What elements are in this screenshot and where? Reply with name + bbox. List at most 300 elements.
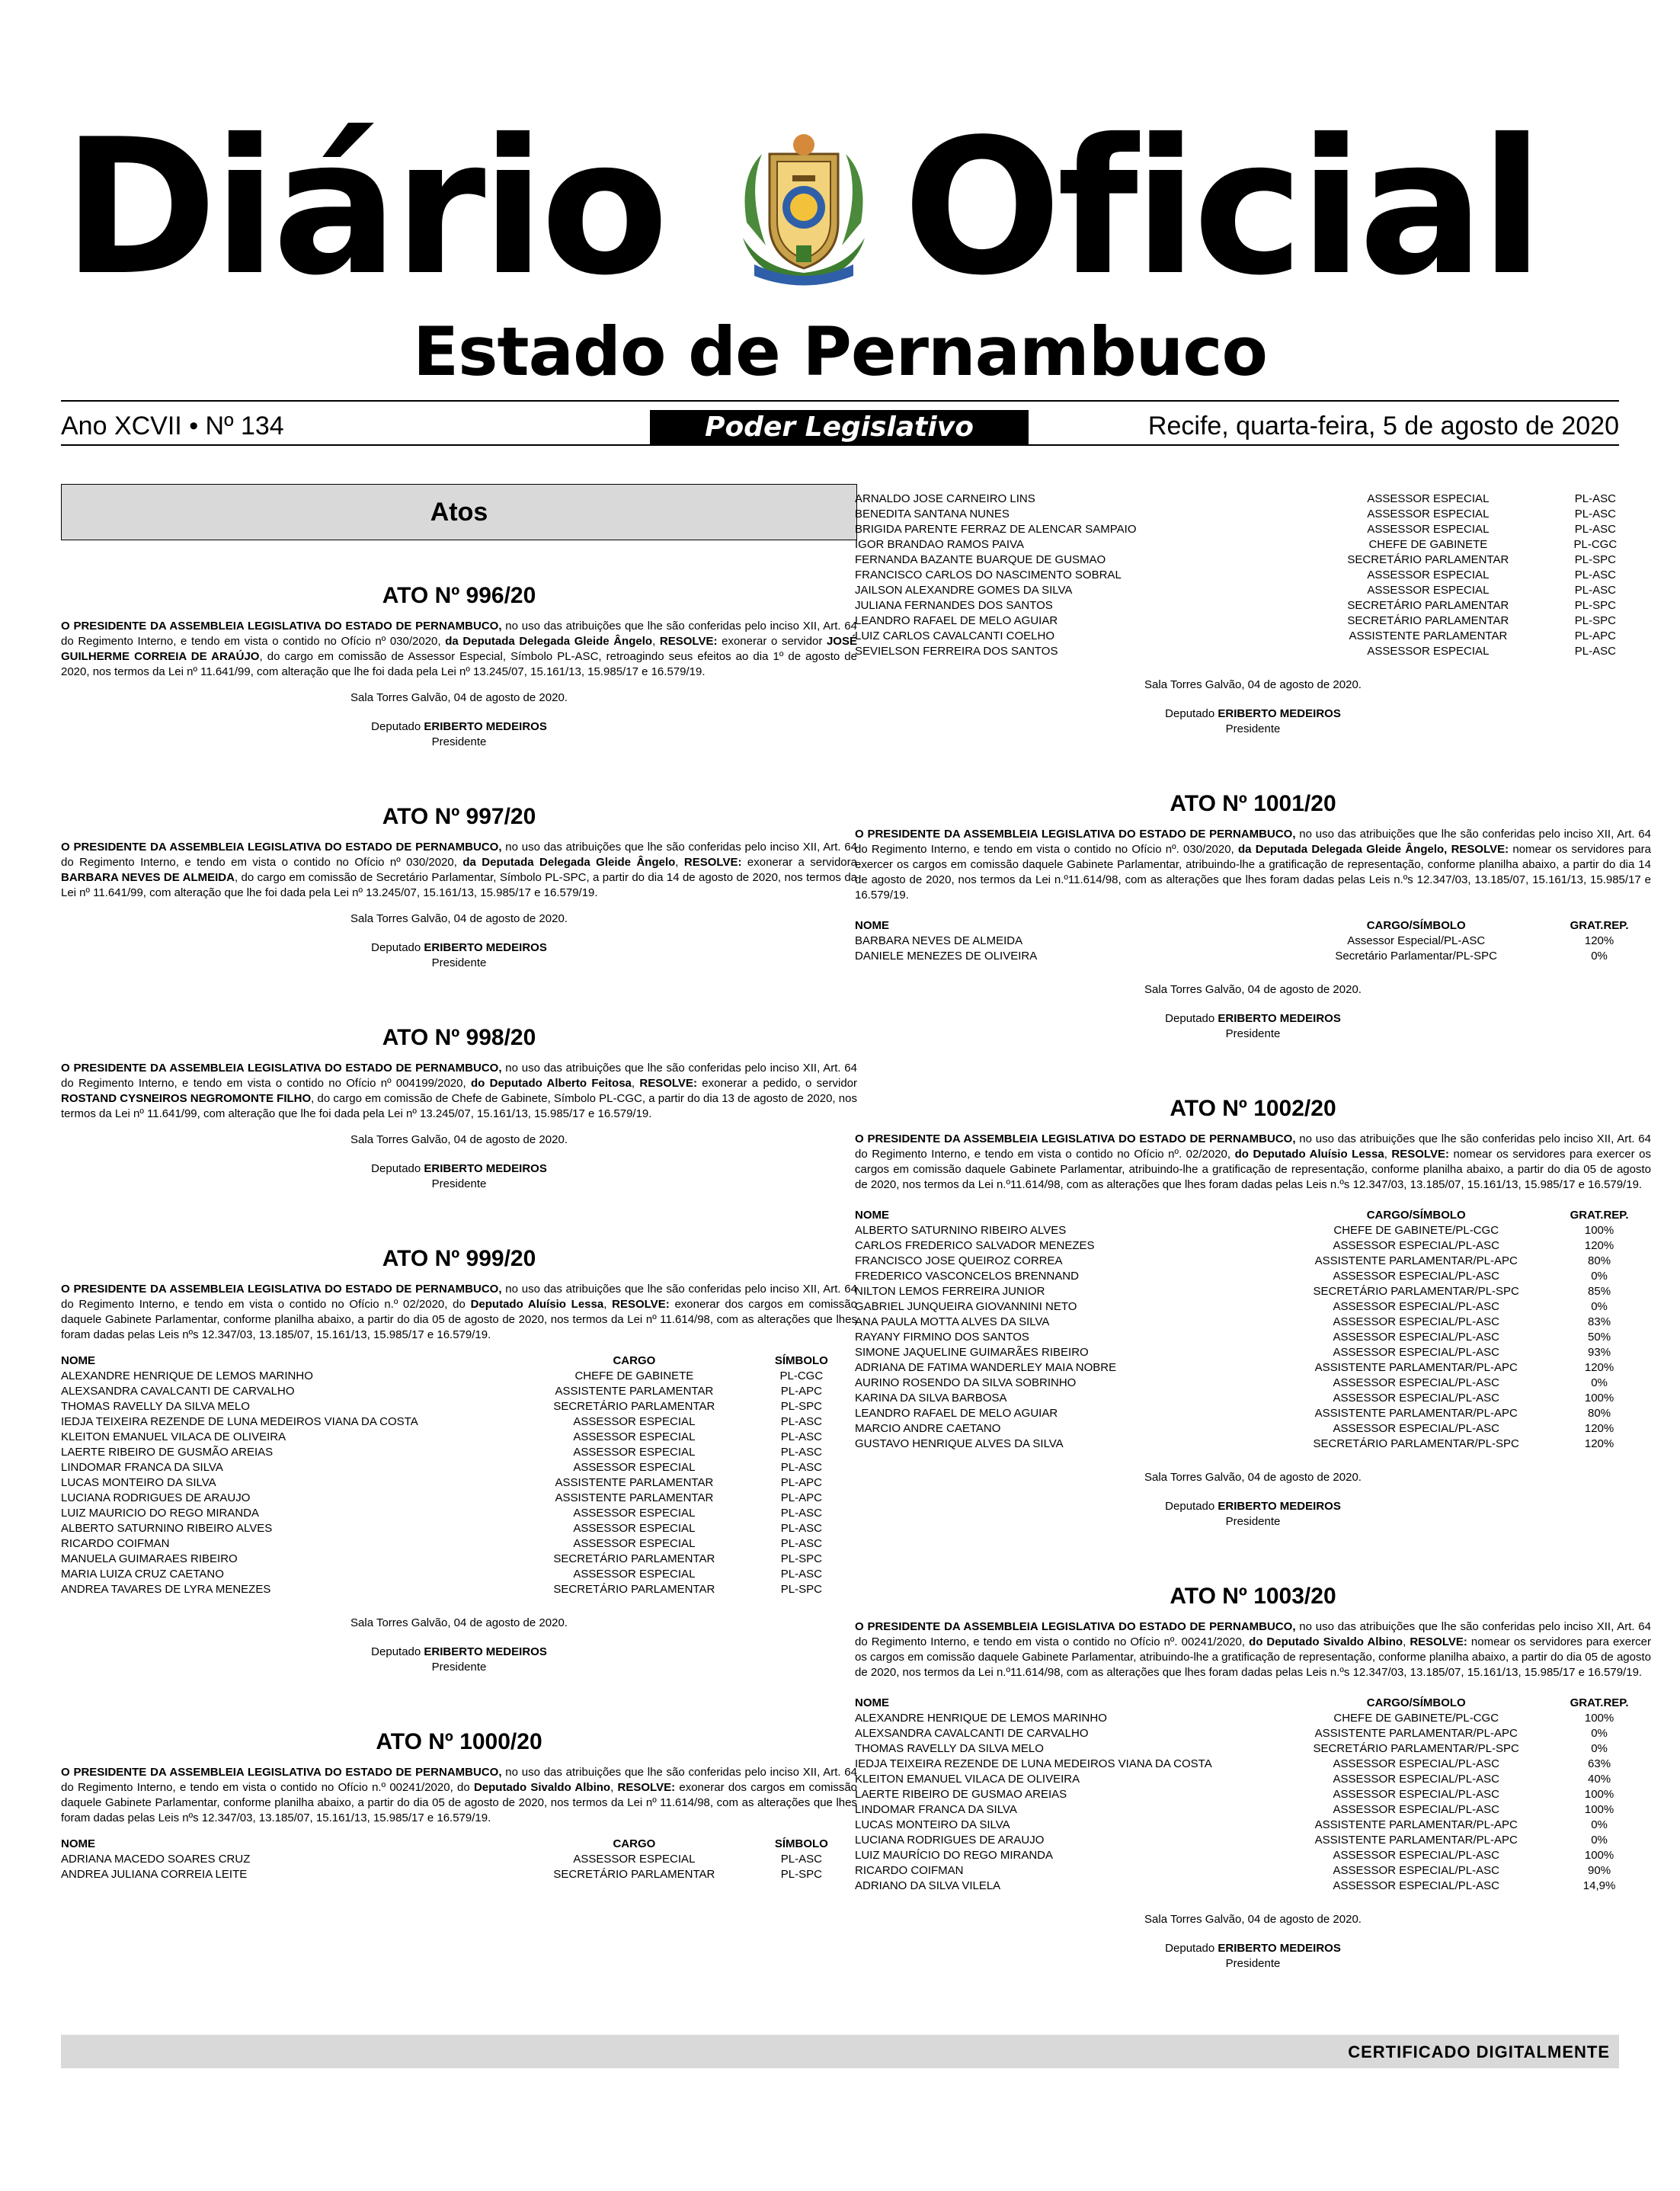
cell-cargo: CHEFE DE GABINETE/PL-CGC xyxy=(1333,1712,1499,1725)
cell-name: FREDERICO VASCONCELOS BRENNAND xyxy=(855,1270,1079,1283)
cell-name: BARBARA NEVES DE ALMEIDA xyxy=(855,934,1023,947)
place-date: Sala Torres Galvão, 04 de agosto de 2020. xyxy=(350,691,568,704)
cell-value: 100% xyxy=(1584,1224,1614,1237)
cell-value: PL-ASC xyxy=(780,1537,822,1550)
cell-name: BENEDITA SANTANA NUNES xyxy=(855,508,1010,521)
cell-cargo: SECRETÁRIO PARLAMENTAR xyxy=(1347,553,1509,566)
signer-role: Presidente xyxy=(431,1177,487,1190)
table-row xyxy=(61,1521,857,1536)
signer: Deputado ERIBERTO MEDEIROS xyxy=(371,1162,547,1175)
table-row xyxy=(61,1384,857,1399)
cell-name: DANIELE MENEZES DE OLIVEIRA xyxy=(855,950,1038,963)
table-row xyxy=(855,1391,1651,1406)
cell-cargo: ASSESSOR ESPECIAL xyxy=(1367,523,1490,536)
cell-name: LEANDRO RAFAEL DE MELO AGUIAR xyxy=(855,1407,1058,1420)
cell-name: GABRIEL JUNQUEIRA GIOVANNINI NETO xyxy=(855,1300,1077,1313)
ato-text: O PRESIDENTE DA ASSEMBLEIA LEGISLATIVA DO ESTADO DE PERNAMBUCO, no uso das atribuições que lhe são conferidas pelo inciso XII, Art. 64 do Regimento Interno, e tendo em vista o contido no Ofício nº 030/2020, da Deputada Delegada Gleide Ângelo, RESOLVE: exonerar o servidor JOSÉ GUILHERME CORREIA DE ARAÚJO, do cargo em comissão de Assessor Especial, Símbolo PL-ASC, retroagindo seus efeitos ao dia 1º de agosto de 2020, nos termos da Lei nº 11.641/99, com alteração que lhe foi dada pela Lei nº 13.245/07, 15.161/13, 15.985/17 e 16.579/19. xyxy=(61,620,857,678)
staff-table xyxy=(61,1353,857,1597)
cell-cargo: ASSESSOR ESPECIAL xyxy=(1367,508,1490,521)
col-header-cargo: CARGO xyxy=(613,1837,656,1850)
cell-name: JAILSON ALEXANDRE GOMES DA SILVA xyxy=(855,584,1073,597)
table-row xyxy=(855,583,1651,598)
cell-cargo: ASSISTENTE PARLAMENTAR/PL-APC xyxy=(1314,1407,1518,1420)
cell-cargo: CHEFE DE GABINETE xyxy=(574,1369,694,1382)
cell-cargo: SECRETÁRIO PARLAMENTAR/PL-SPC xyxy=(1313,1285,1519,1298)
signer-role: Presidente xyxy=(431,956,487,969)
table-row xyxy=(855,522,1651,537)
table-row xyxy=(61,1430,857,1445)
cell-name: FERNANDA BAZANTE BUARQUE DE GUSMAO xyxy=(855,553,1106,566)
cell-cargo: ASSESSOR ESPECIAL/PL-ASC xyxy=(1333,1422,1499,1435)
cell-cargo: ASSISTENTE PARLAMENTAR/PL-APC xyxy=(1314,1834,1518,1847)
cell-name: KLEITON EMANUEL VILACA DE OLIVEIRA xyxy=(855,1773,1080,1786)
cell-name: ALEXANDRE HENRIQUE DE LEMOS MARINHO xyxy=(855,1712,1107,1725)
cell-value: PL-SPC xyxy=(780,1868,822,1881)
cell-name: LUCAS MONTEIRO DA SILVA xyxy=(855,1818,1010,1831)
signer: Deputado ERIBERTO MEDEIROS xyxy=(371,1645,547,1658)
col-header-name: NOME xyxy=(855,1209,889,1222)
cell-name: FRANCISCO JOSE QUEIROZ CORREA xyxy=(855,1254,1063,1267)
table-row xyxy=(855,568,1651,583)
table-row xyxy=(855,598,1651,613)
cell-cargo: ASSISTENTE PARLAMENTAR xyxy=(1349,629,1508,642)
cell-value: 120% xyxy=(1584,1361,1614,1374)
place-date: Sala Torres Galvão, 04 de agosto de 2020. xyxy=(1144,1471,1362,1484)
ato-title: ATO Nº 1002/20 xyxy=(1170,1096,1336,1121)
cell-name: ALEXSANDRA CAVALCANTI DE CARVALHO xyxy=(855,1727,1089,1740)
cell-value: PL-APC xyxy=(780,1491,822,1504)
table-row xyxy=(61,1475,857,1491)
cell-cargo: ASSESSOR ESPECIAL/PL-ASC xyxy=(1333,1346,1499,1359)
cell-cargo: ASSESSOR ESPECIAL/PL-ASC xyxy=(1333,1879,1499,1892)
appointment-table-body xyxy=(855,1711,1651,1894)
col-header-cargo: CARGO/SÍMBOLO xyxy=(1366,1209,1466,1222)
cell-value: PL-ASC xyxy=(1574,584,1616,597)
table-row xyxy=(855,1757,1651,1772)
cell-name: GUSTAVO HENRIQUE ALVES DA SILVA xyxy=(855,1437,1064,1450)
cell-value: PL-ASC xyxy=(780,1507,822,1520)
cell-value: PL-APC xyxy=(1574,629,1616,642)
ato-block xyxy=(61,803,857,971)
table-row xyxy=(855,537,1651,553)
cell-value: 0% xyxy=(1591,1300,1608,1313)
cell-cargo: SECRETÁRIO PARLAMENTAR xyxy=(1347,599,1509,612)
staff-table-body xyxy=(61,1369,857,1597)
table-row xyxy=(855,1802,1651,1818)
cell-value: 120% xyxy=(1584,1239,1614,1252)
table-row xyxy=(61,1582,857,1597)
cell-name: SIMONE JAQUELINE GUIMARÃES RIBEIRO xyxy=(855,1346,1089,1359)
left-column xyxy=(61,484,857,1882)
table-row xyxy=(855,644,1651,659)
cell-value: PL-APC xyxy=(780,1385,822,1398)
table-row xyxy=(855,1726,1651,1741)
cell-cargo: SECRETÁRIO PARLAMENTAR xyxy=(553,1400,715,1413)
cell-value: PL-SPC xyxy=(780,1552,822,1565)
place-date: Sala Torres Galvão, 04 de agosto de 2020. xyxy=(1144,983,1362,996)
appointment-table xyxy=(855,1208,1651,1452)
cell-name: RAYANY FIRMINO DOS SANTOS xyxy=(855,1331,1029,1344)
table-row xyxy=(855,1223,1651,1238)
cell-value: PL-ASC xyxy=(780,1415,822,1428)
cell-cargo: ASSESSOR ESPECIAL/PL-ASC xyxy=(1333,1315,1499,1328)
table-row xyxy=(855,1269,1651,1284)
table-row xyxy=(855,1238,1651,1254)
table-row xyxy=(855,1421,1651,1437)
ato-text: O PRESIDENTE DA ASSEMBLEIA LEGISLATIVA DO ESTADO DE PERNAMBUCO, no uso das atribuições que lhe são conferidas pelo inciso XII, Art. 64 do Regimento Interno, e tendo em vista o contido no Ofício nº 004199/2020, do Deputado Alberto Feitosa, RESOLVE: exonerar a pedido, o servidor ROSTAND CYSNEIROS NEGROMONTE FILHO, do cargo em comissão de Chefe de Gabinete, Símbolo PL-CGC, a partir do dia 13 de agosto de 2020, nos termos da Lei nº 11.641/99, com alteração que lhe foi dada pela Lei nº 13.245/07, 15.161/13, 15.985/17 e 16.579/19. xyxy=(61,1062,857,1120)
cell-value: 14,9% xyxy=(1582,1879,1616,1892)
cell-cargo: SECRETÁRIO PARLAMENTAR/PL-SPC xyxy=(1313,1742,1519,1755)
cell-value: 83% xyxy=(1588,1315,1611,1328)
right-column xyxy=(855,492,1651,1972)
cell-name: KARINA DA SILVA BARBOSA xyxy=(855,1392,1007,1405)
cell-value: PL-CGC xyxy=(779,1369,824,1382)
cell-name: CARLOS FREDERICO SALVADOR MENEZES xyxy=(855,1239,1095,1252)
cell-cargo: CHEFE DE GABINETE/PL-CGC xyxy=(1333,1224,1499,1237)
table-row xyxy=(855,553,1651,568)
place-date: Sala Torres Galvão, 04 de agosto de 2020. xyxy=(1144,678,1362,691)
cell-name: THOMAS RAVELLY DA SILVA MELO xyxy=(855,1742,1044,1755)
ato-text: O PRESIDENTE DA ASSEMBLEIA LEGISLATIVA DO ESTADO DE PERNAMBUCO, no uso das atribuições que lhe são conferidas pelo inciso XII, Art. 64 do Regimento Interno, e tendo em vista o contido no Ofício nº 030/2020, da Deputada Delegada Gleide Ângelo, RESOLVE: exonerar a servidora BARBARA NEVES DE ALMEIDA, do cargo em comissão de Secretário Parlamentar, Símbolo PL-SPC, a partir do dia 14 de agosto de 2020, nos termos da Lei nº 11.641/99, com alteração que lhe foi dada pela Lei nº 13.245/07, 15.161/13, 15.985/17 e 16.579/19. xyxy=(61,841,858,899)
place-date: Sala Torres Galvão, 04 de agosto de 2020. xyxy=(350,912,568,925)
table-row xyxy=(61,1867,857,1882)
cell-value: PL-APC xyxy=(780,1476,822,1489)
col-header-name: NOME xyxy=(61,1354,95,1367)
cell-value: PL-SPC xyxy=(1574,553,1616,566)
col-header-grat: GRAT.REP. xyxy=(1570,1696,1629,1709)
ato-block xyxy=(855,1095,1651,1530)
cell-cargo: ASSISTENTE PARLAMENTAR/PL-APC xyxy=(1314,1727,1518,1740)
cell-value: PL-ASC xyxy=(780,1853,822,1866)
cell-name: AURINO ROSENDO DA SILVA SOBRINHO xyxy=(855,1376,1077,1389)
cell-name: LUCAS MONTEIRO DA SILVA xyxy=(61,1476,216,1489)
cell-value: PL-SPC xyxy=(1574,614,1616,627)
cell-name: ALBERTO SATURNINO RIBEIRO ALVES xyxy=(61,1522,273,1535)
cell-value: PL-SPC xyxy=(780,1400,822,1413)
cell-name: LUIZ MAURICIO DO REGO MIRANDA xyxy=(61,1507,260,1520)
col-header-name: NOME xyxy=(855,1696,889,1709)
cell-cargo: ASSESSOR ESPECIAL/PL-ASC xyxy=(1333,1270,1499,1283)
table-row xyxy=(855,1741,1651,1757)
signer: Deputado ERIBERTO MEDEIROS xyxy=(1165,707,1341,720)
ato-title: ATO Nº 999/20 xyxy=(382,1246,536,1271)
masthead-subtitle: Estado de Pernambuco xyxy=(413,312,1267,391)
signer-role: Presidente xyxy=(1225,1957,1281,1970)
staff-table-body xyxy=(61,1852,857,1882)
cell-cargo: ASSESSOR ESPECIAL xyxy=(573,1568,696,1581)
ato-title: ATO Nº 1003/20 xyxy=(1170,1584,1336,1609)
table-row xyxy=(855,492,1651,507)
cell-value: 0% xyxy=(1591,1376,1608,1389)
cell-cargo: SECRETÁRIO PARLAMENTAR xyxy=(553,1552,715,1565)
col-header-simbolo: SÍMBOLO xyxy=(774,1354,828,1367)
cell-value: 100% xyxy=(1584,1849,1614,1862)
signer-role: Presidente xyxy=(1225,1027,1281,1040)
cell-cargo: ASSISTENTE PARLAMENTAR/PL-APC xyxy=(1314,1818,1518,1831)
table-row xyxy=(855,1315,1651,1330)
cell-name: LEANDRO RAFAEL DE MELO AGUIAR xyxy=(855,614,1058,627)
table-row xyxy=(855,1787,1651,1802)
dateline: Recife, quarta-feira, 5 de agosto de 2020 xyxy=(1147,412,1619,440)
cell-cargo: ASSESSOR ESPECIAL/PL-ASC xyxy=(1333,1392,1499,1405)
cell-cargo: SECRETÁRIO PARLAMENTAR xyxy=(553,1583,715,1596)
masthead-rule-bottom xyxy=(61,444,1619,446)
table-row xyxy=(61,1567,857,1582)
cell-value: PL-ASC xyxy=(1574,645,1616,658)
appointment-table-body xyxy=(855,1223,1651,1452)
place-date: Sala Torres Galvão, 04 de agosto de 2020. xyxy=(350,1616,568,1629)
col-header-name: NOME xyxy=(855,919,889,932)
cell-cargo: ASSESSOR ESPECIAL/PL-ASC xyxy=(1333,1849,1499,1862)
cell-value: 40% xyxy=(1588,1773,1611,1786)
signer: Deputado ERIBERTO MEDEIROS xyxy=(371,720,547,733)
cell-value: PL-ASC xyxy=(780,1430,822,1443)
power-label: Poder Legislativo xyxy=(650,410,1029,445)
table-row xyxy=(855,1863,1651,1879)
cell-name: ADRIANA MACEDO SOARES CRUZ xyxy=(61,1853,251,1866)
cell-name: LUIZ MAURÍCIO DO REGO MIRANDA xyxy=(855,1849,1054,1862)
table-row xyxy=(855,1299,1651,1315)
coat-of-arms-icon xyxy=(731,131,876,291)
table-row xyxy=(61,1414,857,1430)
signer-role: Presidente xyxy=(1225,722,1281,735)
signer: Deputado ERIBERTO MEDEIROS xyxy=(1165,1942,1341,1955)
place-date: Sala Torres Galvão, 04 de agosto de 2020. xyxy=(1144,1913,1362,1926)
table-row xyxy=(855,949,1651,964)
cell-name: ANDREA TAVARES DE LYRA MENEZES xyxy=(61,1583,271,1596)
cell-name: BRIGIDA PARENTE FERRAZ DE ALENCAR SAMPAIO xyxy=(855,523,1137,536)
cell-cargo: ASSISTENTE PARLAMENTAR xyxy=(555,1476,714,1489)
ato-title: ATO Nº 997/20 xyxy=(382,804,536,829)
cell-name: RICARDO COIFMAN xyxy=(61,1537,170,1550)
cell-name: LINDOMAR FRANCA DA SILVA xyxy=(855,1803,1017,1816)
cell-cargo: ASSESSOR ESPECIAL xyxy=(1367,492,1490,505)
cell-name: LUCIANA RODRIGUES DE ARAUJO xyxy=(61,1491,251,1504)
cell-cargo: SECRETÁRIO PARLAMENTAR xyxy=(553,1868,715,1881)
table-row xyxy=(61,1399,857,1414)
table-row xyxy=(855,934,1651,949)
section-title: Atos xyxy=(61,484,857,540)
cell-value: PL-SPC xyxy=(1574,599,1616,612)
table-row xyxy=(855,1848,1651,1863)
ato-title: ATO Nº 1000/20 xyxy=(376,1729,542,1754)
cell-name: LAERTE RIBEIRO DE GUSMÃO AREIAS xyxy=(61,1446,274,1459)
table-row xyxy=(61,1536,857,1552)
table-row xyxy=(855,1711,1651,1726)
cell-cargo: ASSESSOR ESPECIAL xyxy=(573,1537,696,1550)
cell-cargo: ASSESSOR ESPECIAL/PL-ASC xyxy=(1333,1788,1499,1801)
cell-cargo: ASSESSOR ESPECIAL xyxy=(1367,569,1490,581)
cell-value: 80% xyxy=(1588,1254,1611,1267)
table-row xyxy=(61,1852,857,1867)
cell-name: LAERTE RIBEIRO DE GUSMAO AREIAS xyxy=(855,1788,1067,1801)
signer: Deputado ERIBERTO MEDEIROS xyxy=(1165,1500,1341,1513)
appointment-table xyxy=(855,918,1651,964)
masthead-title-left: Diário xyxy=(62,99,664,316)
table-row xyxy=(855,1833,1651,1848)
cell-value: 85% xyxy=(1588,1285,1611,1298)
ato-title: ATO Nº 996/20 xyxy=(382,583,536,608)
table-row xyxy=(855,1879,1651,1894)
ato-text: O PRESIDENTE DA ASSEMBLEIA LEGISLATIVA DO ESTADO DE PERNAMBUCO, no uso das atribuições que lhe são conferidas pelo inciso XII, Art. 64 do Regimento Interno, e tendo em vista o contido no Ofício nº. 030/2020, da Deputada Delegada Gleide Ângelo, RESOLVE: nomear os servidores para exercer os cargos em comissão daquele Gabinete Parlamentar, atribuindo-lhe a gratificação de representação, conforme planilha abaixo, a partir do dia 14 de agosto de 2020, nos termos da Lei n.º11.614/98, com as alterações que lhes foram dadas pelas Leis n.ºs 12.347/03, 13.185/07, 15.161/13, 15.985/17 e 16.579/19. xyxy=(855,828,1651,902)
cell-name: ADRIANO DA SILVA VILELA xyxy=(855,1879,1001,1892)
table-row xyxy=(855,613,1651,629)
cell-cargo: ASSESSOR ESPECIAL xyxy=(573,1853,696,1866)
table-row xyxy=(61,1460,857,1475)
table-row xyxy=(855,1360,1651,1376)
cell-name: LINDOMAR FRANCA DA SILVA xyxy=(61,1461,223,1474)
table-row xyxy=(855,1437,1651,1452)
cell-value: 0% xyxy=(1591,1270,1608,1283)
ato-block xyxy=(855,1583,1651,1972)
cell-value: 0% xyxy=(1591,950,1608,963)
cell-cargo: ASSESSOR ESPECIAL xyxy=(573,1507,696,1520)
ato-block xyxy=(61,1728,857,1882)
masthead-rule-top xyxy=(61,400,1619,402)
cell-value: 100% xyxy=(1584,1803,1614,1816)
appointment-table xyxy=(855,1696,1651,1894)
cell-value: PL-ASC xyxy=(780,1461,822,1474)
col-header-simbolo: SÍMBOLO xyxy=(774,1837,828,1850)
cell-cargo: ASSISTENTE PARLAMENTAR/PL-APC xyxy=(1314,1254,1518,1267)
cell-cargo: Assessor Especial/PL-ASC xyxy=(1347,934,1486,947)
cell-value: 0% xyxy=(1591,1727,1608,1740)
cell-value: 80% xyxy=(1588,1407,1611,1420)
table-row xyxy=(855,1818,1651,1833)
cell-cargo: SECRETÁRIO PARLAMENTAR xyxy=(1347,614,1509,627)
signer-role: Presidente xyxy=(431,735,487,748)
cell-name: ANA PAULA MOTTA ALVES DA SILVA xyxy=(855,1315,1050,1328)
table-row xyxy=(61,1491,857,1506)
cell-cargo: ASSESSOR ESPECIAL xyxy=(573,1415,696,1428)
cell-cargo: ASSESSOR ESPECIAL/PL-ASC xyxy=(1333,1864,1499,1877)
cell-cargo: CHEFE DE GABINETE xyxy=(1368,538,1488,551)
cell-value: 100% xyxy=(1584,1392,1614,1405)
cell-value: 120% xyxy=(1584,934,1614,947)
cell-value: PL-ASC xyxy=(1574,508,1616,521)
table-row xyxy=(855,507,1651,522)
edition-number: Ano XCVII • Nº 134 xyxy=(61,412,284,440)
cell-cargo: ASSESSOR ESPECIAL/PL-ASC xyxy=(1333,1239,1499,1252)
table-row xyxy=(855,1284,1651,1299)
cell-name: IGOR BRANDAO RAMOS PAIVA xyxy=(855,538,1024,551)
table-row xyxy=(855,1330,1651,1345)
ato-title: ATO Nº 998/20 xyxy=(382,1025,536,1050)
table-row xyxy=(855,1376,1651,1391)
cell-name: KLEITON EMANUEL VILACA DE OLIVEIRA xyxy=(61,1430,286,1443)
table-row xyxy=(855,629,1651,644)
ato-text: O PRESIDENTE DA ASSEMBLEIA LEGISLATIVA DO ESTADO DE PERNAMBUCO, no uso das atribuições que lhe são conferidas pelo inciso XII, Art. 64 do Regimento Interno, e tendo em vista o contido no Ofício n.º 00241/2020, do Deputado Sivaldo Albino, RESOLVE: exonerar dos cargos em comissão daquele Gabinete Parlamentar, conforme planilha abaixo, a partir do dia 05 de agosto de 2020, nos termos da Lei nº 11.614/98, com as alterações que lhes foram dadas pelas Leis nºs 12.347/03, 13.185/07, 15.161/13, 15.985/17 e 16.579/19. xyxy=(61,1766,858,1824)
cell-name: ALEXANDRE HENRIQUE DE LEMOS MARINHO xyxy=(61,1369,313,1382)
table-row xyxy=(855,1254,1651,1269)
cell-name: ANDREA JULIANA CORREIA LEITE xyxy=(61,1868,248,1881)
cell-value: 63% xyxy=(1588,1757,1611,1770)
cell-cargo: ASSISTENTE PARLAMENTAR xyxy=(555,1491,714,1504)
ato-block xyxy=(61,1245,857,1675)
cell-name: JULIANA FERNANDES DOS SANTOS xyxy=(855,599,1053,612)
cell-name: ADRIANA DE FATIMA WANDERLEY MAIA NOBRE xyxy=(855,1361,1117,1374)
table-row xyxy=(855,1345,1651,1360)
col-header-grat: GRAT.REP. xyxy=(1570,919,1629,932)
ato-block xyxy=(61,582,857,750)
cell-name: NILTON LEMOS FERREIRA JUNIOR xyxy=(855,1285,1045,1298)
cell-cargo: ASSESSOR ESPECIAL xyxy=(1367,584,1490,597)
cell-name: SEVIELSON FERREIRA DOS SANTOS xyxy=(855,645,1058,658)
table-row xyxy=(61,1445,857,1460)
table-row xyxy=(61,1506,857,1521)
cell-name: MARCIO ANDRE CAETANO xyxy=(855,1422,1001,1435)
cell-value: PL-ASC xyxy=(780,1446,822,1459)
certification-label: CERTIFICADO DIGITALMENTE xyxy=(1348,2042,1610,2061)
col-header-grat: GRAT.REP. xyxy=(1570,1209,1629,1222)
cell-value: PL-ASC xyxy=(1574,492,1616,505)
cell-name: ALEXSANDRA CAVALCANTI DE CARVALHO xyxy=(61,1385,295,1398)
cell-name: ALBERTO SATURNINO RIBEIRO ALVES xyxy=(855,1224,1067,1237)
cell-value: PL-ASC xyxy=(780,1522,822,1535)
table-row xyxy=(61,1552,857,1567)
staff-table xyxy=(61,1837,857,1882)
ato-text: O PRESIDENTE DA ASSEMBLEIA LEGISLATIVA DO ESTADO DE PERNAMBUCO, no uso das atribuições que lhe são conferidas pelo inciso XII, Art. 64 do Regimento Interno, e tendo em vista o contido no Ofício nº. 02/2020, do Deputado Aluísio Lessa, RESOLVE: nomear os servidores para exercer os cargos em comissão daquele Gabinete Parlamentar, atribuindo-lhe a gratificação de representação, conforme planilha abaixo, a partir do dia 05 de agosto de 2020, nos termos da Lei n.º11.614/98, com as alterações que lhes foram dadas pelas Leis n.ºs 12.347/03, 13.185/07, 15.161/13, 15.985/17 e 16.579/19. xyxy=(855,1132,1652,1191)
cell-cargo: ASSESSOR ESPECIAL xyxy=(573,1446,696,1459)
table-row xyxy=(855,1772,1651,1787)
cell-value: 120% xyxy=(1584,1422,1614,1435)
cell-value: PL-CGC xyxy=(1573,538,1618,551)
cell-cargo: ASSESSOR ESPECIAL/PL-ASC xyxy=(1333,1803,1499,1816)
signer-role: Presidente xyxy=(1225,1515,1281,1528)
cell-cargo: ASSESSOR ESPECIAL xyxy=(1367,645,1490,658)
cell-cargo: ASSESSOR ESPECIAL xyxy=(573,1522,696,1535)
signer-role: Presidente xyxy=(431,1661,487,1674)
cell-name: RICARDO COIFMAN xyxy=(855,1864,964,1877)
ato-text: O PRESIDENTE DA ASSEMBLEIA LEGISLATIVA DO ESTADO DE PERNAMBUCO, no uso das atribuições que lhe são conferidas pelo inciso XII, Art. 64 do Regimento Interno, e tendo em vista o contido no Ofício n.º 02/2020, do Deputado Aluísio Lessa, RESOLVE: exonerar dos cargos em comissão daquele Gabinete Parlamentar, conforme planilha abaixo, a partir do dia 05 de agosto de 2020, nos termos da Lei nº 11.614/98, com as alterações que lhes foram dadas pelas Leis nºs 12.347/03, 13.185/07, 15.161/13, 15.985/17 e 16.579/19. xyxy=(61,1283,857,1341)
cell-name: LUIZ CARLOS CAVALCANTI COELHO xyxy=(855,629,1055,642)
ato-text: O PRESIDENTE DA ASSEMBLEIA LEGISLATIVA DO ESTADO DE PERNAMBUCO, no uso das atribuições que lhe são conferidas pelo inciso XII, Art. 64 do Regimento Interno, e tendo em vista o contido no Ofício nº. 00241/2020, do Deputado Sivaldo Albino, RESOLVE: nomear os servidores para exercer os cargos em comissão daquele Gabinete Parlamentar, atribuindo-lhe a gratificação de representação, conforme planilha abaixo, a partir do dia 05 de agosto de 2020, nos termos da Lei n.º11.614/98, com as alterações que lhes foram dadas pelas Leis n.ºs 12.347/03, 13.185/07, 15.161/13, 15.985/17 e 16.579/19. xyxy=(855,1620,1651,1679)
cell-value: 100% xyxy=(1584,1712,1614,1725)
col-header-name: NOME xyxy=(61,1837,95,1850)
cell-cargo: ASSESSOR ESPECIAL xyxy=(573,1430,696,1443)
cell-cargo: ASSISTENTE PARLAMENTAR/PL-APC xyxy=(1314,1361,1518,1374)
cell-value: 0% xyxy=(1591,1742,1608,1755)
masthead-title-right: Oficial xyxy=(903,99,1540,316)
cell-name: LUCIANA RODRIGUES DE ARAUJO xyxy=(855,1834,1045,1847)
cell-cargo: ASSESSOR ESPECIAL/PL-ASC xyxy=(1333,1773,1499,1786)
cell-value: 90% xyxy=(1588,1864,1611,1877)
signer: Deputado ERIBERTO MEDEIROS xyxy=(1165,1012,1341,1025)
ato-block xyxy=(61,1024,857,1192)
table-row xyxy=(61,1369,857,1384)
cell-value: 100% xyxy=(1584,1788,1614,1801)
masthead xyxy=(0,0,1680,457)
footer-bar xyxy=(61,2035,1619,2068)
signer: Deputado ERIBERTO MEDEIROS xyxy=(371,941,547,954)
col-header-cargo: CARGO xyxy=(613,1354,656,1367)
appointment-table-body xyxy=(855,934,1651,964)
cell-value: 0% xyxy=(1591,1834,1608,1847)
table-row xyxy=(855,1406,1651,1421)
cell-cargo: Secretário Parlamentar/PL-SPC xyxy=(1335,950,1498,963)
ato-title: ATO Nº 1001/20 xyxy=(1170,791,1336,816)
cell-cargo: ASSESSOR ESPECIAL xyxy=(573,1461,696,1474)
ato-block xyxy=(855,790,1651,1042)
cell-name: ARNALDO JOSE CARNEIRO LINS xyxy=(855,492,1035,505)
cell-name: FRANCISCO CARLOS DO NASCIMENTO SOBRAL xyxy=(855,569,1122,581)
cell-cargo: ASSESSOR ESPECIAL/PL-ASC xyxy=(1333,1376,1499,1389)
cell-value: PL-ASC xyxy=(780,1568,822,1581)
cell-value: PL-ASC xyxy=(1574,523,1616,536)
place-date: Sala Torres Galvão, 04 de agosto de 2020. xyxy=(350,1133,568,1146)
cell-name: IEDJA TEIXEIRA REZENDE DE LUNA MEDEIROS VIANA DA COSTA xyxy=(855,1757,1212,1770)
staff-table-body xyxy=(855,492,1651,659)
